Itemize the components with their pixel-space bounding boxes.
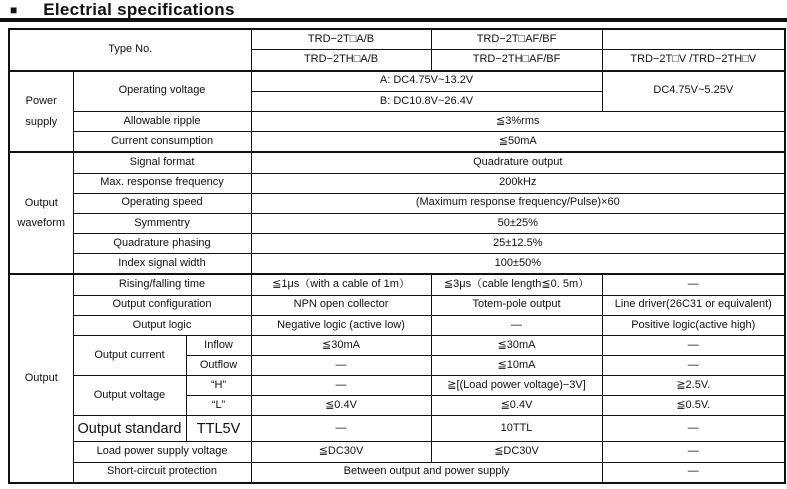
cell-short-circuit-value: Between output and power supply xyxy=(251,462,602,483)
cell-model-afbf-2: TRD−2TH□AF/BF xyxy=(431,50,602,71)
cell-output-configuration-afbf: Totem-pole output xyxy=(431,295,602,315)
cell-voltage-h-label: “H” xyxy=(186,376,251,396)
cell-operating-voltage-b: B: DC10.8V~26.4V xyxy=(251,91,602,111)
cell-rising-falling-ab: ≦1μs（with a cable of 1m） xyxy=(251,274,431,295)
cell-allowable-ripple-value: ≦3%rms xyxy=(251,112,785,132)
cell-outflow-label: Outflow xyxy=(186,356,251,376)
cell-output-configuration-label: Output configuration xyxy=(73,295,251,315)
cell-model-v: TRD−2T□V /TRD−2TH□V xyxy=(602,50,785,71)
table-row xyxy=(9,274,785,295)
cell-output-logic-label: Output logic xyxy=(73,315,251,335)
cell-model-ab-1: TRD−2T□A/B xyxy=(251,29,431,50)
cell-outflow-afbf: ≦10mA xyxy=(431,356,602,376)
table-row xyxy=(9,315,785,335)
cell-model-afbf-1: TRD−2T□AF/BF xyxy=(431,29,602,50)
cell-symmentry-value: 50±25% xyxy=(251,213,785,233)
cell-output-configuration-v: Line driver(26C31 or equivalent) xyxy=(602,295,785,315)
table-row xyxy=(9,416,785,442)
cell-output-voltage-label: Output voltage xyxy=(73,376,186,416)
cell-output-logic-ab: Negative logic (active low) xyxy=(251,315,431,335)
cell-max-response-frequency-value: 200kHz xyxy=(251,173,785,193)
cell-operating-voltage-a: A: DC4.75V~13.2V xyxy=(251,71,602,92)
cell-voltage-l-label: “L” xyxy=(186,396,251,416)
cell-voltage-h-ab: — xyxy=(251,376,431,396)
cell-voltage-l-afbf: ≦0.4V xyxy=(431,396,602,416)
cell-load-power-afbf: ≦DC30V xyxy=(431,442,602,462)
cell-inflow-label: Inflow xyxy=(186,335,251,355)
cell-index-signal-width-value: 100±50% xyxy=(251,254,785,275)
table-row xyxy=(9,132,785,153)
cell-max-response-frequency-label: Max. response frequency xyxy=(73,173,251,193)
cell-short-circuit-v: — xyxy=(602,462,785,483)
table-row xyxy=(9,376,785,396)
table-row xyxy=(9,234,785,254)
cell-short-circuit-label: Short-circuit protection xyxy=(73,462,251,483)
cell-load-power-v: — xyxy=(602,442,785,462)
cell-operating-speed-label: Operating speed xyxy=(73,193,251,213)
table-row xyxy=(9,295,785,315)
table-row xyxy=(9,173,785,193)
cell-outflow-ab: — xyxy=(251,356,431,376)
cell-output-standard-ab: — xyxy=(251,416,431,442)
cell-model-ab-2: TRD−2TH□A/B xyxy=(251,50,431,71)
cell-outflow-v: — xyxy=(602,356,785,376)
cell-model-v-empty xyxy=(602,29,785,50)
cell-inflow-ab: ≦30mA xyxy=(251,335,431,355)
cell-output-configuration-ab: NPN open collector xyxy=(251,295,431,315)
cell-output-current-label: Output current xyxy=(73,335,186,375)
square-bullet-icon: ■ xyxy=(10,2,18,17)
cell-group-output: Output xyxy=(9,274,73,483)
cell-group-power-supply: Power supply xyxy=(9,71,73,153)
table-row xyxy=(9,29,785,50)
cell-inflow-v: — xyxy=(602,335,785,355)
table-row xyxy=(9,213,785,233)
cell-index-signal-width-label: Index signal width xyxy=(73,254,251,275)
cell-current-consumption-label: Current consumption xyxy=(73,132,251,153)
cell-quadrature-phasing-label: Quadrature phasing xyxy=(73,234,251,254)
cell-inflow-afbf: ≦30mA xyxy=(431,335,602,355)
cell-output-standard-label: Output standard xyxy=(73,416,186,442)
cell-quadrature-phasing-value: 25±12.5% xyxy=(251,234,785,254)
cell-rising-falling-afbf: ≦3μs（cable length≦0. 5m） xyxy=(431,274,602,295)
cell-output-standard-v: — xyxy=(602,416,785,442)
cell-operating-voltage-v: DC4.75V~5.25V xyxy=(602,71,785,112)
cell-allowable-ripple-label: Allowable ripple xyxy=(73,112,251,132)
table-row xyxy=(9,152,785,173)
cell-load-power-label: Load power supply voltage xyxy=(73,442,251,462)
cell-output-logic-v: Positive logic(active high) xyxy=(602,315,785,335)
cell-output-logic-afbf: — xyxy=(431,315,602,335)
cell-voltage-l-v: ≦0.5V. xyxy=(602,396,785,416)
cell-voltage-l-ab: ≦0.4V xyxy=(251,396,431,416)
section-header xyxy=(0,0,787,17)
page-title: Electrial specifications xyxy=(43,0,235,19)
cell-operating-speed-value: (Maximum response frequency/Pulse)×60 xyxy=(251,193,785,213)
cell-group-output-waveform: Output waveform xyxy=(9,152,73,274)
cell-rising-falling-v: — xyxy=(602,274,785,295)
cell-voltage-h-afbf: ≧[(Load power voltage)−3V] xyxy=(431,376,602,396)
cell-load-power-ab: ≦DC30V xyxy=(251,442,431,462)
cell-type-no-label: Type No. xyxy=(9,29,251,71)
cell-rising-falling-label: Rising/falling time xyxy=(73,274,251,295)
table-row xyxy=(9,71,785,92)
cell-signal-format-value: Quadrature output xyxy=(251,152,785,173)
cell-signal-format-label: Signal format xyxy=(73,152,251,173)
table-row xyxy=(9,462,785,483)
table-row xyxy=(9,335,785,355)
table-row xyxy=(9,254,785,275)
cell-symmentry-label: Symmentry xyxy=(73,213,251,233)
table-row xyxy=(9,193,785,213)
cell-operating-voltage-label: Operating voltage xyxy=(73,71,251,112)
table-row xyxy=(9,442,785,462)
cell-output-standard-afbf: 10TTL xyxy=(431,416,602,442)
spec-table xyxy=(8,28,786,484)
cell-output-standard-sub: TTL5V xyxy=(186,416,251,442)
cell-current-consumption-value: ≦50mA xyxy=(251,132,785,153)
table-row xyxy=(9,112,785,132)
cell-voltage-h-v: ≧2.5V. xyxy=(602,376,785,396)
